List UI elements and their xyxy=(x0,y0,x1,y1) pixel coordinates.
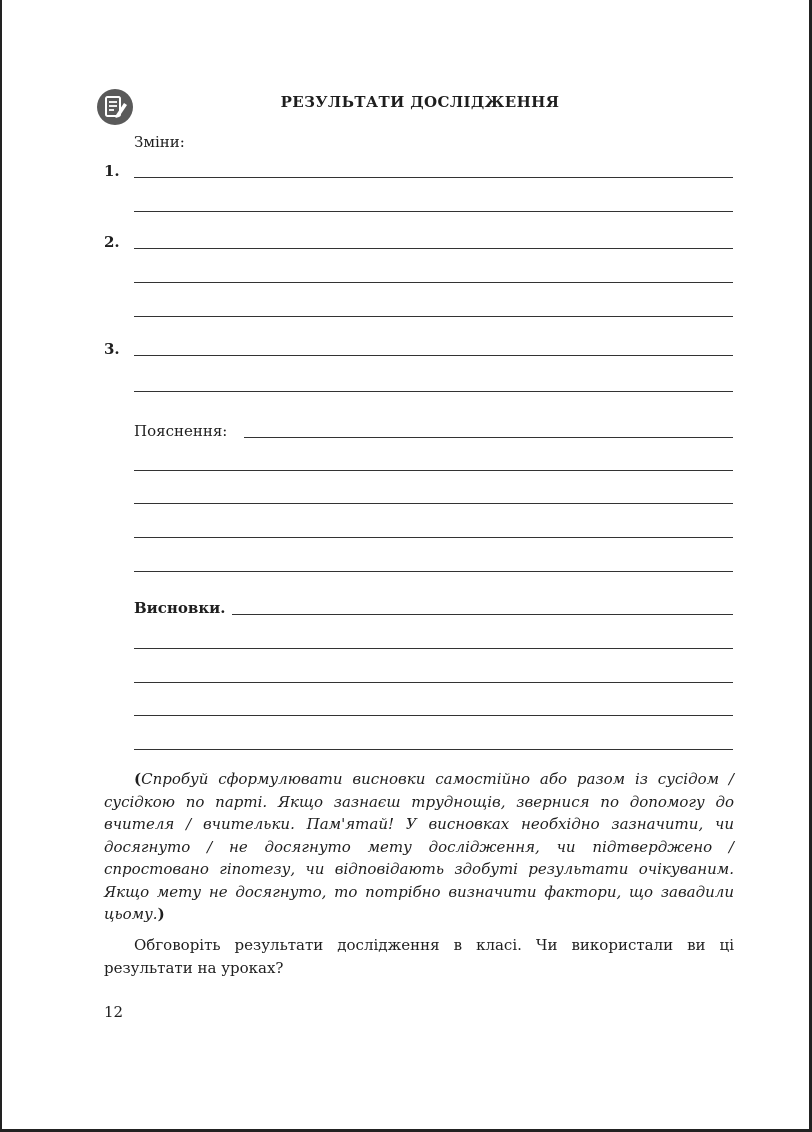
changes-label: Зміни: xyxy=(134,133,185,151)
item-number-1: 1. xyxy=(104,162,120,180)
page-number: 12 xyxy=(104,1003,124,1021)
answer-line[interactable] xyxy=(134,355,733,356)
answer-line[interactable] xyxy=(134,503,733,504)
instruction-note xyxy=(104,768,734,926)
answer-line[interactable] xyxy=(134,211,733,212)
discussion-paragraph: Обговоріть результати дослідження в класі. Чи використали ви ці результати на уроках? xyxy=(104,936,734,977)
answer-line[interactable] xyxy=(134,282,733,283)
answer-line[interactable] xyxy=(134,177,733,178)
note-close-paren: ) xyxy=(157,905,165,923)
answer-line[interactable] xyxy=(134,682,733,683)
answer-line[interactable] xyxy=(244,437,733,438)
answer-line[interactable] xyxy=(134,749,733,750)
notepad-pencil-icon xyxy=(96,88,134,126)
answer-line[interactable] xyxy=(134,648,733,649)
answer-line[interactable] xyxy=(134,571,733,572)
answer-line[interactable] xyxy=(134,316,733,317)
answer-line[interactable] xyxy=(134,537,733,538)
explanation-label: Пояснення: xyxy=(134,422,228,440)
answer-line[interactable] xyxy=(232,614,733,615)
answer-line[interactable] xyxy=(134,715,733,716)
answer-line[interactable] xyxy=(134,391,733,392)
note-open-paren: ( xyxy=(134,770,142,788)
answer-line[interactable] xyxy=(134,470,733,471)
conclusions-label: Висновки. xyxy=(134,599,226,617)
answer-line[interactable] xyxy=(134,248,733,249)
page-title: РЕЗУЛЬТАТИ ДОСЛІДЖЕННЯ xyxy=(280,93,560,111)
item-number-3: 3. xyxy=(104,340,120,358)
note-text: Спробуй сформулювати висновки самостійно або разом із сусідом / сусідкою по парті. Якщо зазнаєш труднощів, звернися по допомогу до вчителя / вчительки. Пам'ятай! У висновках необхідно зазначити, чи досягнуто / не досягнуто мету дослідження, чи підтверджено / спростовано гіпотезу, чи відповідають здобуті результати очікуваним. Якщо мету не досягнуто, то потрібно визначити фактори, що завадили цьому. xyxy=(104,770,734,923)
item-number-2: 2. xyxy=(104,233,120,251)
